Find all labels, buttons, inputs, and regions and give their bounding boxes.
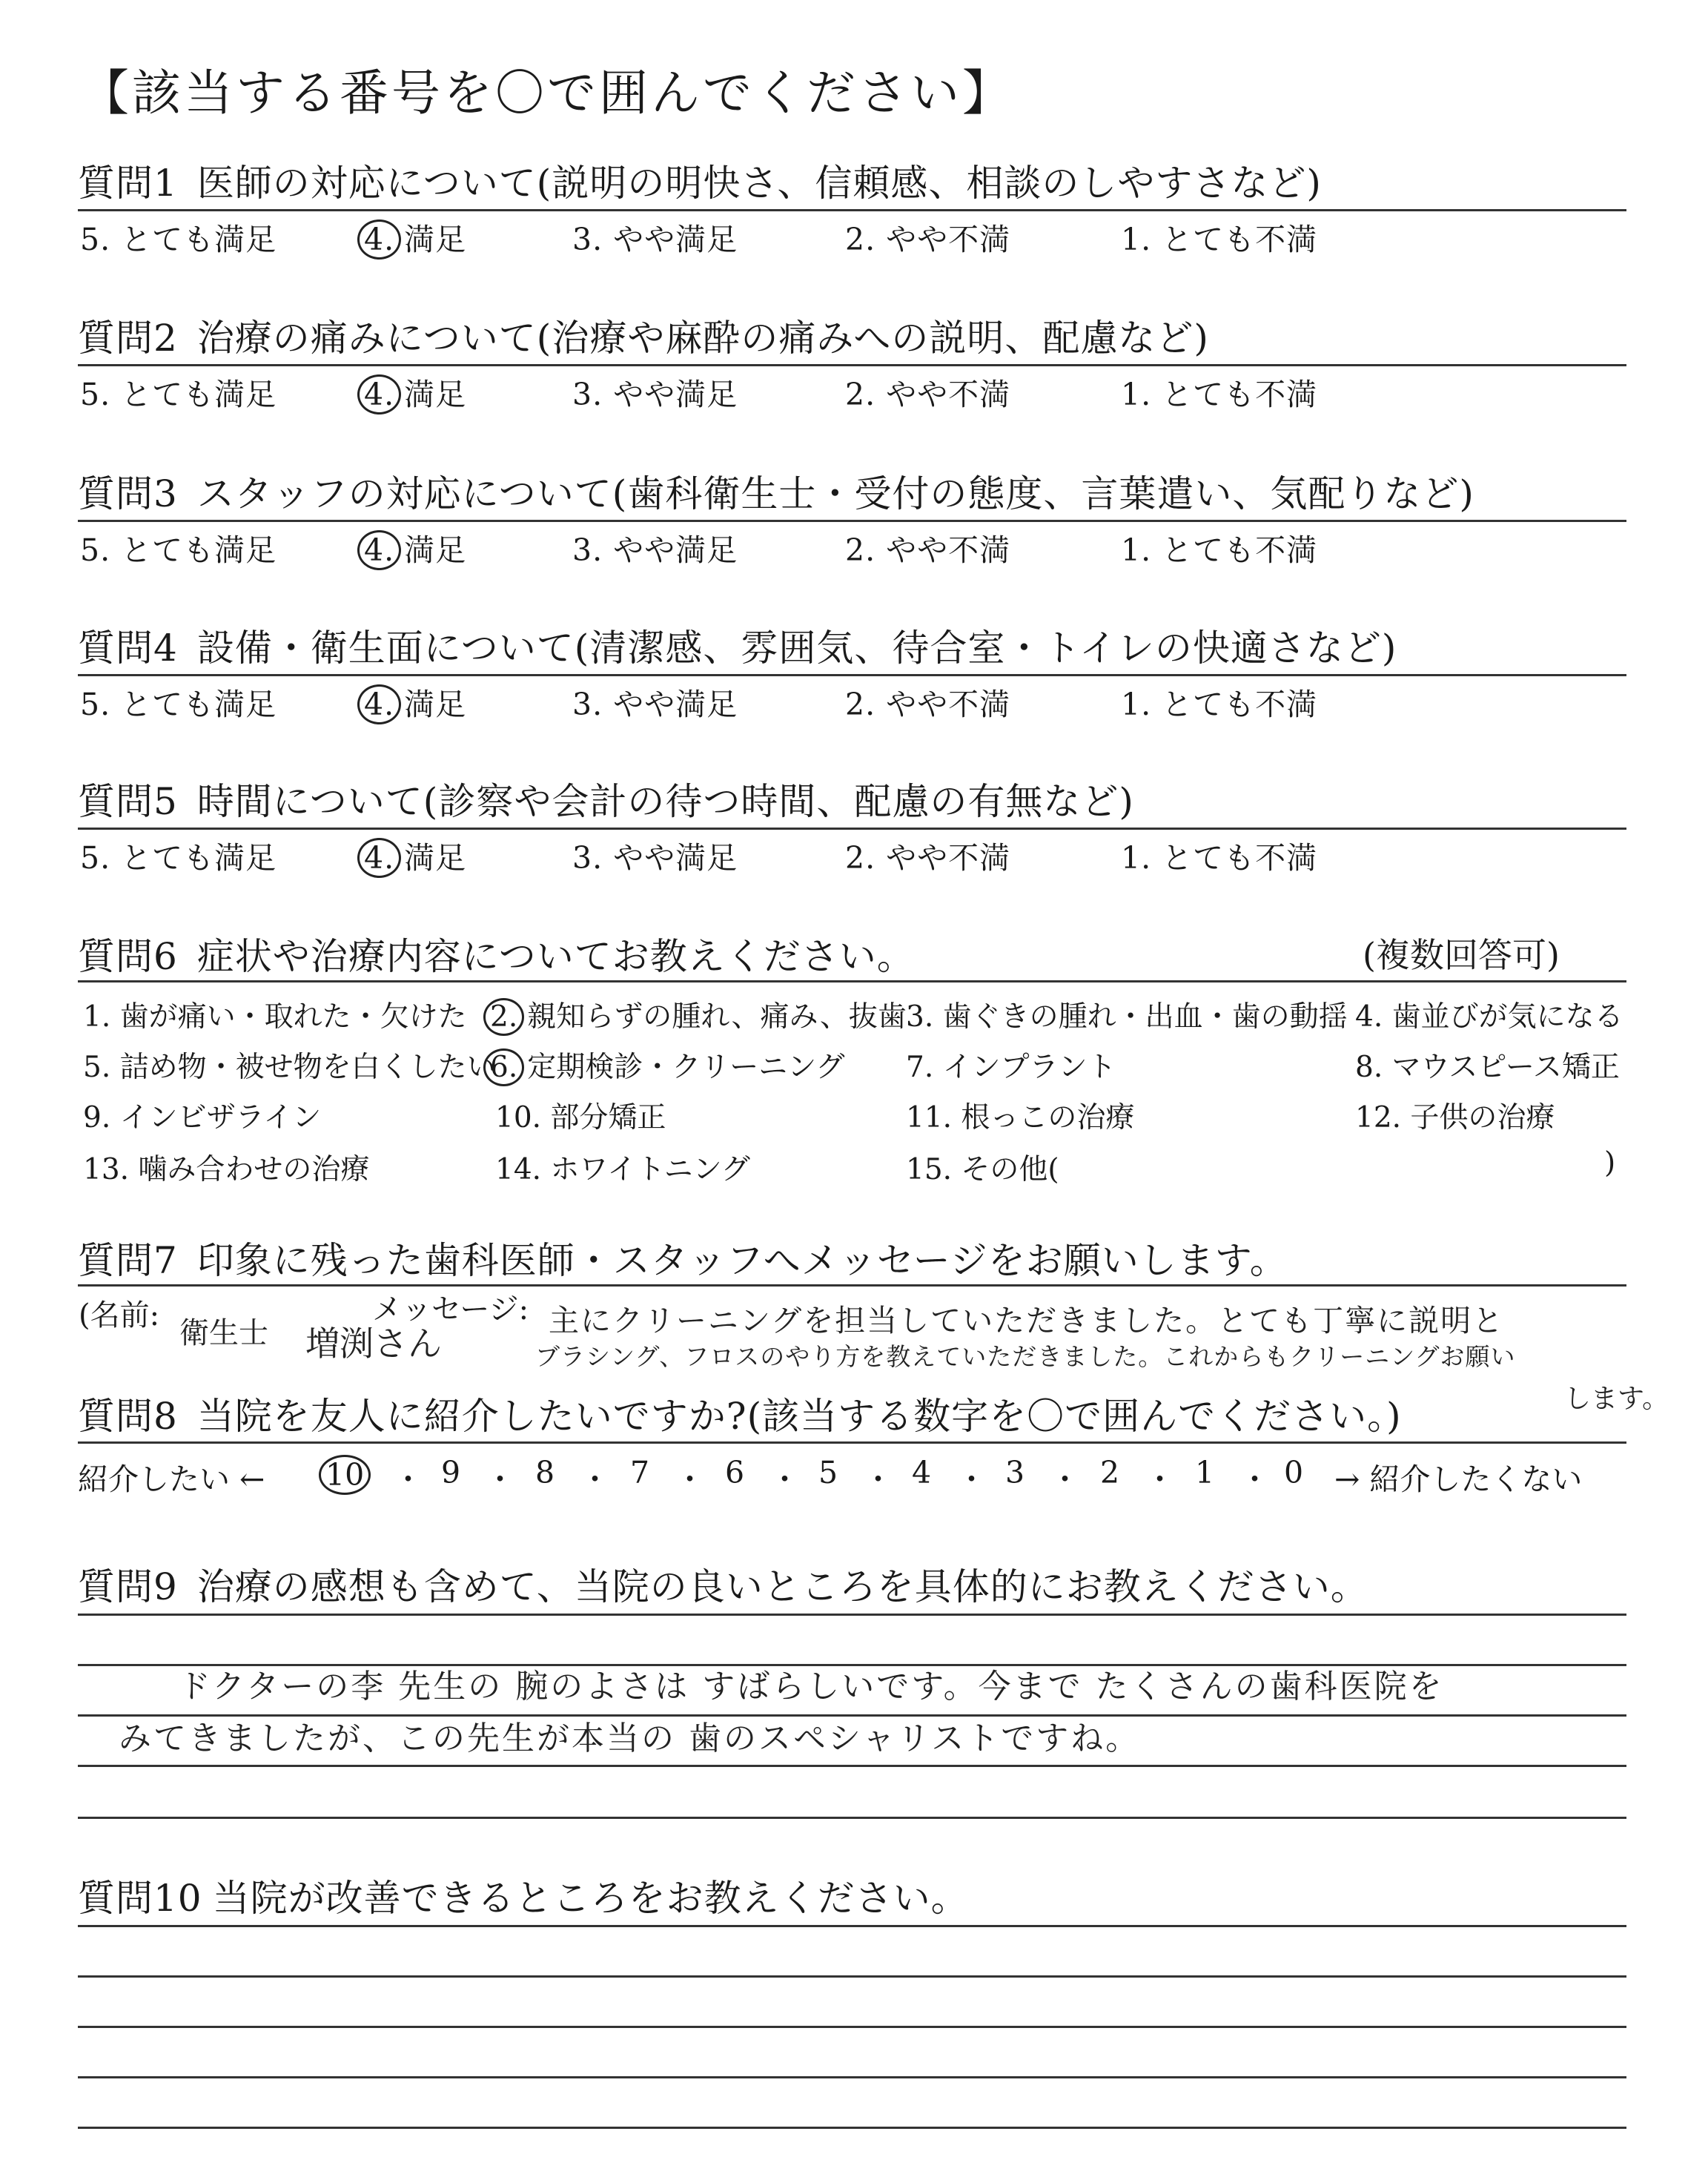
option-label: 満足	[404, 377, 467, 412]
option-3[interactable]: 3. やや満足	[572, 840, 738, 876]
divider	[78, 1441, 1626, 1444]
question-number: 質問8	[78, 1395, 178, 1438]
scale-dot: ・	[863, 1462, 893, 1497]
selection-circle: 4.	[357, 684, 401, 724]
question-text: 治療の感想も含めて、当院の良いところを具体的にお教えください。	[196, 1565, 1368, 1608]
question-text: 治療の痛みについて(治療や麻酔の痛みへの説明、配慮など)	[196, 317, 1209, 360]
option-5[interactable]: 5. とても満足	[80, 687, 277, 722]
symptom-option-1[interactable]: 1. 歯が痛い・取れた・欠けた	[83, 1000, 467, 1034]
question-number: 質問7	[78, 1239, 178, 1282]
scale-dot: ・	[580, 1462, 610, 1497]
question-number: 質問1	[78, 162, 178, 205]
question-number: 質問10	[78, 1877, 202, 1920]
option-4-selected[interactable]	[357, 215, 466, 260]
question-7	[78, 1231, 1288, 1284]
option-5[interactable]: 5. とても満足	[80, 222, 277, 257]
other-close-paren: )	[1604, 1146, 1616, 1180]
symptom-option-2-selected[interactable]	[483, 994, 907, 1036]
symptom-option-3[interactable]: 3. 歯ぐきの腫れ・出血・歯の動揺	[906, 1000, 1348, 1034]
scale-dot: ・	[1050, 1462, 1080, 1497]
option-2[interactable]: 2. やや不満	[845, 687, 1011, 722]
symptom-option-11[interactable]: 11. 根っこの治療	[906, 1101, 1135, 1135]
question-6	[78, 927, 915, 980]
option-2[interactable]: 2. やや不満	[845, 377, 1011, 412]
divider	[78, 1284, 1626, 1287]
question-9	[78, 1557, 1368, 1611]
question-text: 時間について(診察や会計の待つ時間、配慮の有無など)	[196, 780, 1134, 823]
divider	[78, 520, 1626, 522]
recommend-score-1[interactable]: 1	[1195, 1455, 1215, 1490]
option-label: 満足	[404, 840, 467, 876]
scale-dot: ・	[1145, 1462, 1175, 1497]
question-1	[78, 153, 1322, 207]
symptom-option-7[interactable]: 7. インプラント	[906, 1051, 1116, 1084]
recommend-scale-left-label: 紹介したい ←	[78, 1462, 265, 1497]
multiple-answers-note: (複数回答可)	[1363, 935, 1560, 975]
scale-dot: ・	[485, 1462, 515, 1497]
question-number: 質問9	[78, 1565, 178, 1608]
option-label: 親知らずの腫れ、痛み、抜歯	[527, 1000, 907, 1034]
option-label: 満足	[404, 532, 467, 568]
recommend-score-7[interactable]: 7	[630, 1455, 650, 1490]
recommend-score-8[interactable]: 8	[535, 1455, 555, 1490]
option-1[interactable]: 1. とても不満	[1121, 532, 1318, 568]
option-1[interactable]: 1. とても不満	[1121, 840, 1318, 876]
recommend-scale-right-label: → 紹介したくない	[1334, 1462, 1583, 1497]
symptom-option-4[interactable]: 4. 歯並びが気になる	[1355, 1000, 1623, 1034]
form-title: 【該当する番号を〇で囲んでください】	[80, 65, 1014, 122]
option-4-selected[interactable]	[357, 526, 466, 570]
recommend-score-0[interactable]: 0	[1284, 1455, 1304, 1490]
scale-dot: ・	[1239, 1462, 1270, 1497]
handwritten-message-line-1: 主にクリーニングを担当していただきました。とても丁寧に説明と	[549, 1303, 1505, 1338]
recommend-score-2[interactable]: 2	[1100, 1455, 1120, 1490]
option-label: 満足	[404, 222, 467, 257]
handwritten-answer-line-2: みてきましたが、この先生が本当の 歯のスペシャリストですね。	[119, 1720, 1141, 1757]
question-text: 症状や治療内容についてお教えください。	[196, 935, 915, 978]
option-4-selected[interactable]	[357, 680, 466, 724]
divider	[78, 364, 1626, 366]
question-text: 当院を友人に紹介したいですか?(該当する数字を〇で囲んでください。)	[196, 1395, 1402, 1438]
divider	[78, 209, 1626, 211]
handwritten-message-line-2: ブラシング、フロスのやり方を教えていただきました。これからもクリーニングお願い	[535, 1342, 1516, 1371]
selection-circle: 10	[319, 1455, 371, 1495]
symptom-option-13[interactable]: 13. 噛み合わせの治療	[83, 1153, 370, 1186]
divider	[78, 980, 1626, 982]
symptom-option-5[interactable]: 5. 詰め物・被せ物を白くしたい	[83, 1051, 496, 1084]
option-label: 定期検診・クリーニング	[527, 1051, 845, 1084]
selection-circle: 4.	[357, 530, 401, 570]
symptom-option-12[interactable]: 12. 子供の治療	[1355, 1101, 1555, 1135]
option-4-selected[interactable]	[357, 833, 466, 878]
scale-dot: ・	[769, 1462, 800, 1497]
message-label: メッセージ:	[372, 1292, 529, 1327]
answer-line	[78, 1925, 1626, 1927]
recommend-score-4[interactable]: 4	[912, 1455, 932, 1490]
answer-line	[78, 2026, 1626, 2028]
option-label: 満足	[404, 687, 467, 722]
question-8	[78, 1387, 1402, 1440]
answer-line	[78, 2076, 1626, 2078]
option-1[interactable]: 1. とても不満	[1121, 687, 1318, 722]
selection-circle: 4.	[357, 374, 401, 415]
question-5	[78, 772, 1134, 825]
question-number: 質問4	[78, 627, 178, 670]
divider	[78, 828, 1626, 830]
option-2[interactable]: 2. やや不満	[845, 532, 1011, 568]
answer-line	[78, 1817, 1626, 1819]
selection-circle: 2.	[483, 998, 524, 1036]
answer-line	[78, 1614, 1626, 1616]
question-3	[78, 464, 1474, 518]
question-10	[78, 1869, 969, 1922]
recommend-score-5[interactable]: 5	[818, 1455, 838, 1490]
option-5[interactable]: 5. とても満足	[80, 532, 277, 568]
option-2[interactable]: 2. やや不満	[845, 222, 1011, 257]
recommend-score-9[interactable]: 9	[441, 1455, 461, 1490]
handwritten-message-line-3: します。	[1564, 1384, 1669, 1414]
scale-dot: ・	[675, 1462, 705, 1497]
symptom-option-8[interactable]: 8. マウスピース矯正	[1355, 1051, 1620, 1084]
symptom-option-10[interactable]: 10. 部分矯正	[495, 1101, 666, 1135]
divider	[78, 674, 1626, 676]
symptom-option-15[interactable]: 15. その他(	[906, 1153, 1059, 1186]
symptom-option-6-selected[interactable]	[483, 1044, 844, 1086]
name-label: (名前:	[79, 1298, 160, 1332]
symptom-option-14[interactable]: 14. ホワイトニング	[495, 1153, 750, 1186]
option-3[interactable]: 3. やや満足	[572, 377, 738, 412]
answer-line	[78, 1975, 1626, 1978]
option-3[interactable]: 3. やや満足	[572, 222, 738, 257]
scale-dot: ・	[393, 1462, 423, 1497]
question-number: 質問2	[78, 317, 178, 360]
option-4-selected[interactable]	[357, 370, 466, 415]
question-number: 質問3	[78, 472, 178, 515]
recommend-score-6[interactable]: 6	[725, 1455, 745, 1490]
handwritten-name: 増渕さん	[305, 1324, 442, 1364]
handwritten-answer-line-1: ドクターの李 先生の 腕のよさは すばらしいです。今まで たくさんの歯科医院を	[178, 1668, 1444, 1705]
option-2[interactable]: 2. やや不満	[845, 840, 1011, 876]
question-2	[78, 308, 1209, 362]
option-1[interactable]: 1. とても不満	[1121, 222, 1318, 257]
recommend-score-10-selected[interactable]	[319, 1455, 374, 1495]
selection-circle: 6.	[483, 1048, 524, 1086]
handwritten-name-role: 衛生士	[179, 1316, 268, 1350]
option-5[interactable]: 5. とても満足	[80, 377, 277, 412]
question-text: スタッフの対応について(歯科衛生士・受付の態度、言葉遣い、気配りなど)	[196, 472, 1474, 515]
symptom-option-9[interactable]: 9. インビザライン	[83, 1101, 322, 1135]
option-1[interactable]: 1. とても不満	[1121, 377, 1318, 412]
answer-line	[78, 2127, 1626, 2129]
selection-circle: 4.	[357, 838, 401, 878]
question-text: 設備・衛生面について(清潔感、雰囲気、待合室・トイレの快適さなど)	[196, 627, 1397, 670]
scale-dot: ・	[956, 1462, 987, 1497]
selection-circle: 4.	[357, 219, 401, 260]
question-4	[78, 618, 1397, 672]
question-text: 医師の対応について(説明の明快さ、信頼感、相談のしやすさなど)	[196, 162, 1322, 205]
answer-line	[78, 1765, 1626, 1767]
question-number: 質問6	[78, 935, 178, 978]
option-5[interactable]: 5. とても満足	[80, 840, 277, 876]
question-text: 当院が改善できるところをお教えください。	[212, 1877, 969, 1920]
option-3[interactable]: 3. やや満足	[572, 532, 738, 568]
recommend-score-3[interactable]: 3	[1005, 1455, 1025, 1490]
option-3[interactable]: 3. やや満足	[572, 687, 738, 722]
question-text: 印象に残った歯科医師・スタッフへメッセージをお願いします。	[196, 1239, 1288, 1282]
question-number: 質問5	[78, 780, 178, 823]
